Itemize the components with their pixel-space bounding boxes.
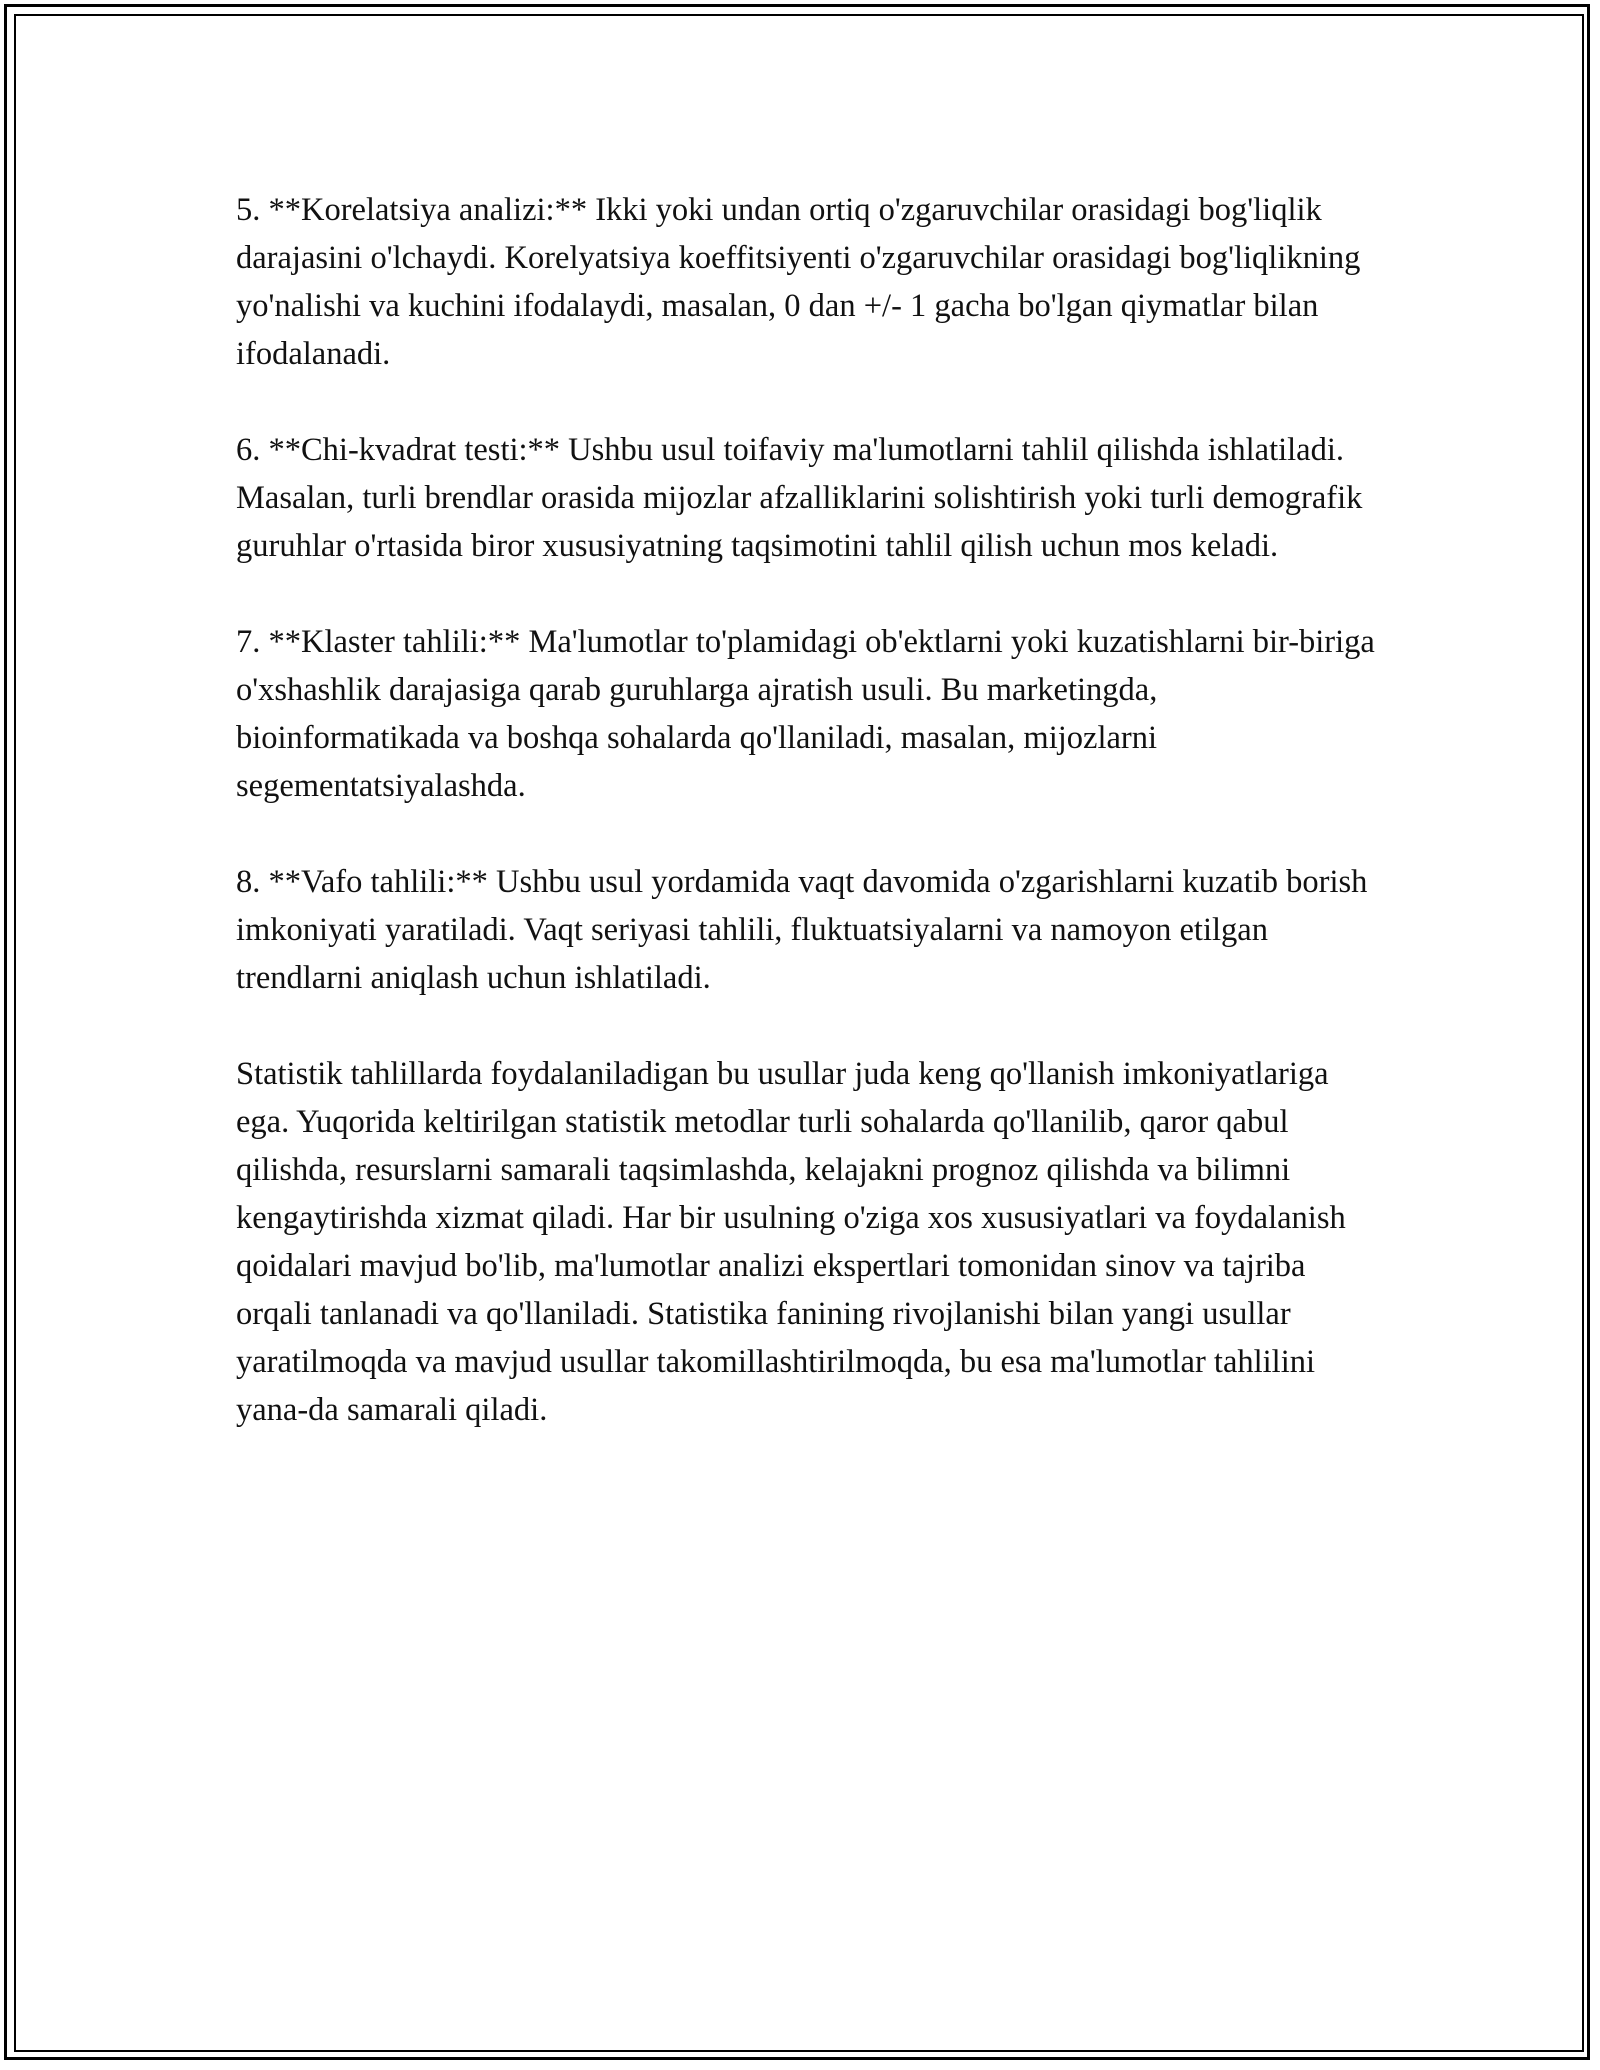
document-body: [236, 186, 1376, 1482]
paragraph-time-series-analysis: 8. **Vafo tahlili:** Ushbu usul yordamida vaqt davomida o'zgarishlarni kuzatib borish imkoniyati yaratiladi. Vaqt seriyasi tahlili, fluktuatsiyalarni va namoyon etilgan trendlarni aniqlash uchun ishlatiladi.: [236, 864, 1368, 996]
paragraph-cluster-analysis: 7. **Klaster tahlili:** Ma'lumotlar to'plamidagi ob'ektlarni yoki kuzatishlarni bir-biriga o'xshashlik darajasiga qarab guruhlarga ajratish usuli. Bu marketingda, bioinformatikada va boshqa sohalarda qo'llaniladi, masalan, mijozlarni segementatsiyalashda.: [236, 624, 1375, 804]
paragraph-chi-square-test: 6. **Chi-kvadrat testi:** Ushbu usul toifaviy ma'lumotlarni tahlil qilishda ishlatiladi. Masalan, turli brendlar orasida mijozlar afzalliklarini solishtirish yoki turli demografik guruhlar o'rtasida biror xususiyatning taqsimotini tahlil qilish uchun mos keladi.: [236, 432, 1363, 564]
paragraph-conclusion: Statistik tahlillarda foydalaniladigan bu usullar juda keng qo'llanish imkoniyatlariga ega. Yuqorida keltirilgan statistik metodlar turli sohalarda qo'llanilib, qaror qabul qilishda, resurslarni samarali taqsimlashda, kelajakni prognoz qilishda va bilimni kengaytirishda xizmat qiladi. Har bir usulning o'ziga xos xususiyatlari va foydalanish qoidalari mavjud bo'lib, ma'lumotlar analizi ekspertlari tomonidan sinov va tajriba orqali tanlanadi va qo'llaniladi. Statistika fanining rivojlanishi bilan yangi usullar yaratilmoqda va mavjud usullar takomillashtirilmoqda, bu esa ma'lumotlar tahlilini yana-da samarali qiladi.: [236, 1056, 1346, 1428]
paragraph-correlation-analysis: 5. **Korelatsiya analizi:** Ikki yoki undan ortiq o'zgaruvchilar orasidagi bog'liqlik darajasini o'lchaydi. Korelyatsiya koeffitsiyenti o'zgaruvchilar orasidagi bog'liqlikning yo'nalishi va kuchini ifodalaydi, masalan, 0 dan +/- 1 gacha bo'lgan qiymatlar bilan ifodalanadi.: [236, 192, 1361, 372]
